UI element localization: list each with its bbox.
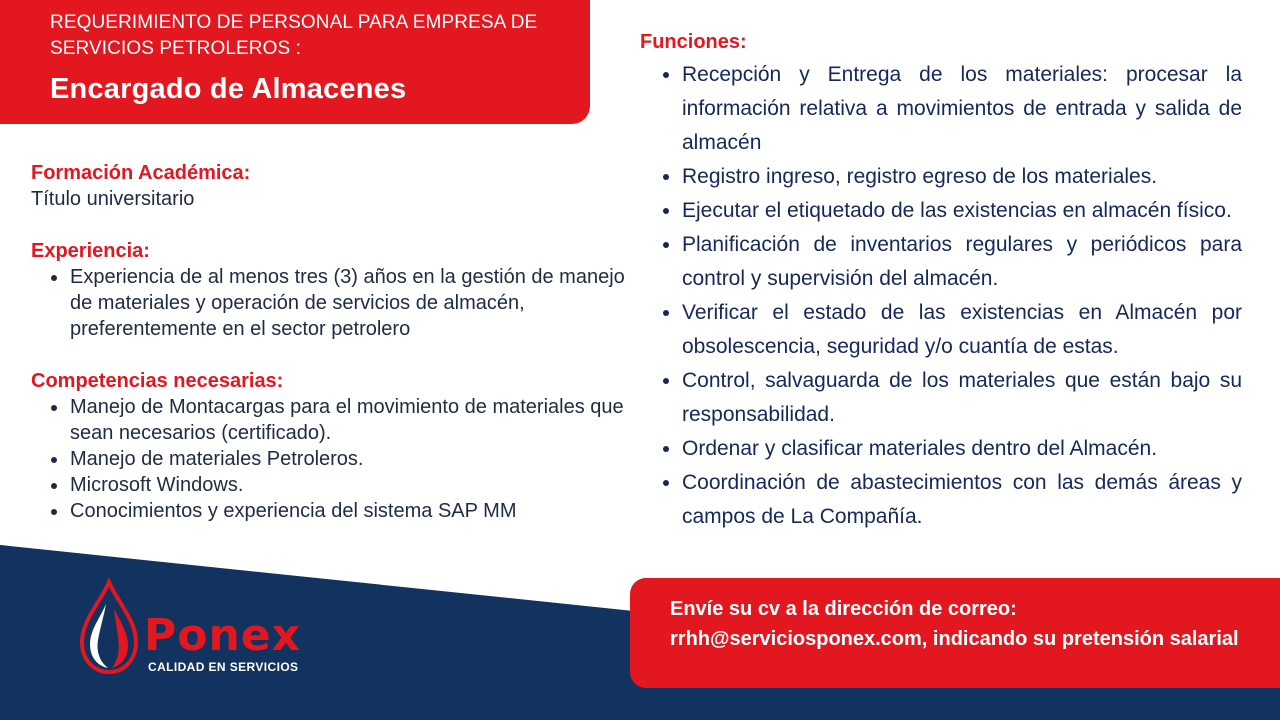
list-item: Control, salvaguarda de los materiales que están bajo su responsabilidad. xyxy=(682,364,1242,432)
list-item: Ejecutar el etiquetado de las existencias en almacén físico. xyxy=(682,194,1242,228)
competencias-list xyxy=(31,394,631,524)
requirements-column xyxy=(31,160,631,524)
ponex-logo xyxy=(74,578,344,678)
list-item: Planificación de inventarios regulares y periódicos para control y supervisión del almacén. xyxy=(682,228,1242,296)
funciones-heading: Funciones: xyxy=(640,31,747,53)
page-title: Encargado de Almacenes xyxy=(50,73,407,105)
list-item: Conocimientos y experiencia del sistema SAP MM xyxy=(70,498,631,524)
header-banner xyxy=(0,0,590,124)
funciones-list xyxy=(640,58,1242,534)
experiencia-list xyxy=(31,264,631,342)
list-item: Coordinación de abastecimientos con las demás áreas y campos de La Compañía. xyxy=(682,466,1242,534)
list-item: Manejo de Montacargas para el movimiento de materiales que sean necesarios (certificado). xyxy=(70,394,631,446)
formacion-text: Título universitario xyxy=(31,188,195,210)
contact-banner xyxy=(630,578,1280,688)
header-subtitle: REQUERIMIENTO DE PERSONAL PARA EMPRESA DE SERVICIOS PETROLEROS : xyxy=(50,12,538,59)
list-item: Registro ingreso, registro egreso de los materiales. xyxy=(682,160,1242,194)
logo-tagline: CALIDAD EN SERVICIOS xyxy=(148,660,299,674)
list-item: Experiencia de al menos tres (3) años en la gestión de manejo de materiales y operación de servicios de almacén, preferentemente en el sector petrolero xyxy=(70,264,631,342)
experiencia-heading: Experiencia: xyxy=(31,240,150,262)
list-item: Verificar el estado de las existencias en Almacén por obsolescencia, seguridad y/o cuantía de estas. xyxy=(682,296,1242,364)
list-item: Manejo de materiales Petroleros. xyxy=(70,446,631,472)
list-item: Ordenar y clasificar materiales dentro del Almacén. xyxy=(682,432,1242,466)
formacion-heading: Formación Académica: xyxy=(31,162,251,184)
list-item: Microsoft Windows. xyxy=(70,472,631,498)
contact-text: Envíe su cv a la dirección de correo: rrhh@serviciosponex.com, indicando su pretensión salarial xyxy=(670,598,1239,650)
list-item: Recepción y Entrega de los materiales: procesar la información relativa a movimientos de entrada y salida de almacén xyxy=(682,58,1242,160)
logo-wordmark: Ponex xyxy=(144,610,302,661)
competencias-heading: Competencias necesarias: xyxy=(31,370,284,392)
drop-icon xyxy=(74,578,144,678)
funciones-column xyxy=(640,28,1242,534)
